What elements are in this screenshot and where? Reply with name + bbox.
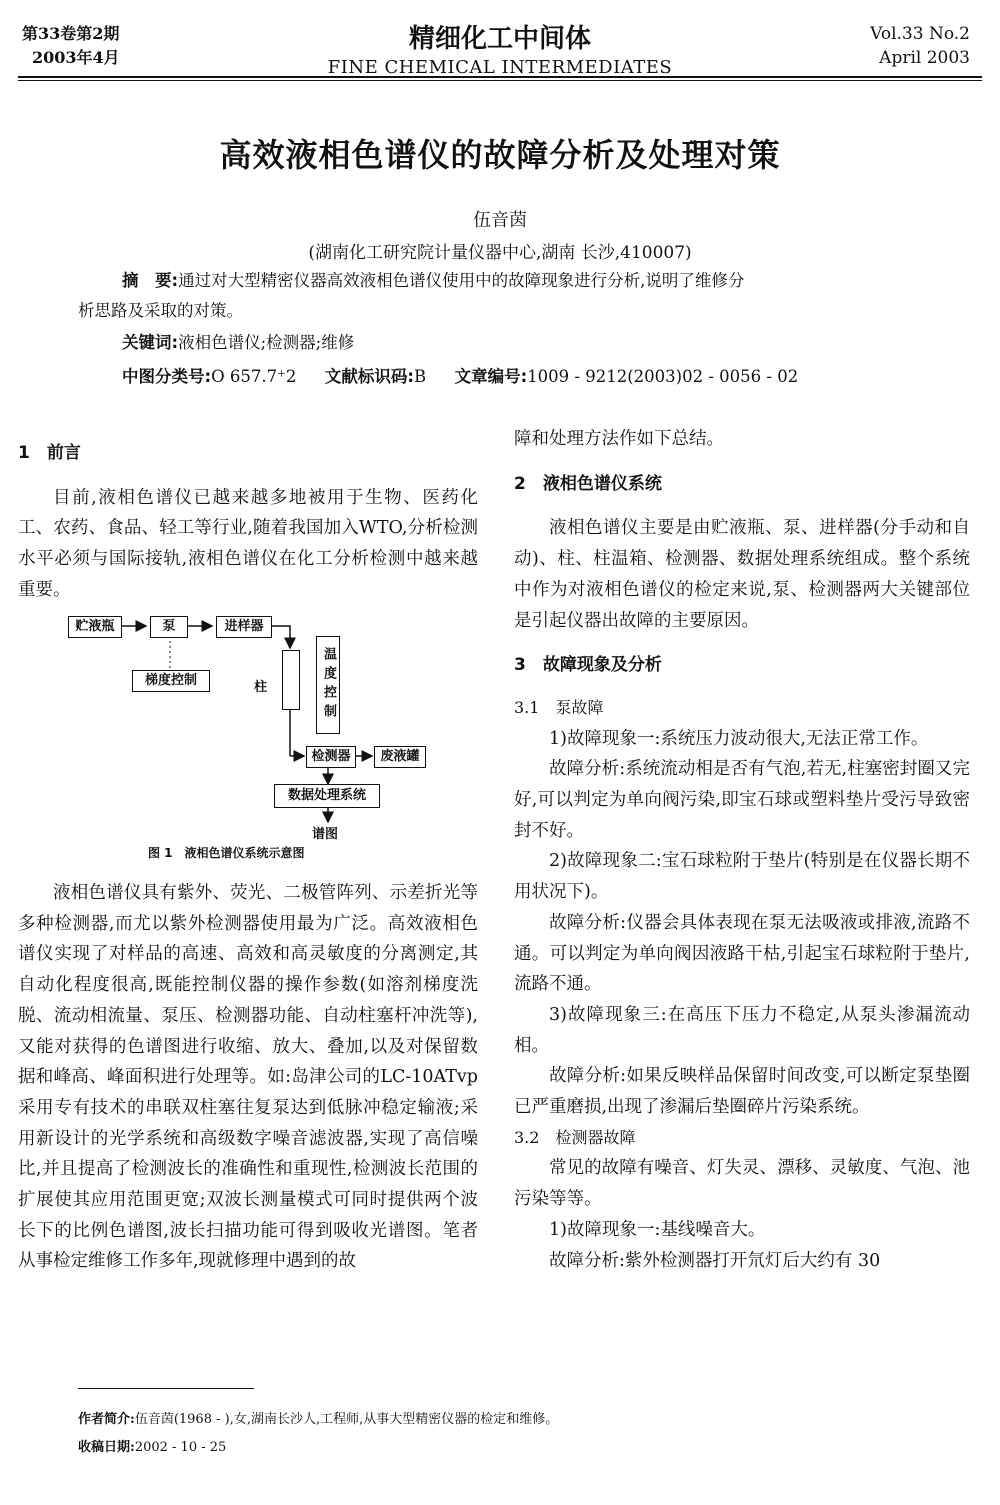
sec1-title: 前言 xyxy=(46,443,81,463)
sec3-num: 3 xyxy=(514,655,526,676)
abstract-text-cont: 析思路及采取的对策。 xyxy=(78,301,243,320)
intro-paragraph: 目前,液相色谱仪已越来越多地被用于生物、医药化工、农药、食品、轻工等行业,随着我国加入WTO,分析检测水平必须与国际接轨,液相色谱仪在化工分析检测中越来越重要。 xyxy=(18,487,478,600)
pump-box: 泵 xyxy=(150,616,188,638)
author: 伍音茵 xyxy=(473,210,527,231)
section-2-heading xyxy=(514,469,970,500)
dataproc-box: 数据处理系统 xyxy=(274,784,380,808)
temp-box: 温度控制 xyxy=(316,636,340,734)
abstract xyxy=(78,266,938,392)
section-1-heading xyxy=(18,438,478,469)
left-column xyxy=(18,438,478,606)
column-label: 柱 xyxy=(254,680,268,695)
article-title: 高效液相色谱仪的故障分析及处理对策 xyxy=(219,136,781,174)
keywords-label: 关键词: xyxy=(122,333,179,352)
header-rule-thin xyxy=(18,80,982,81)
doc-label: 文献标识码: xyxy=(324,367,414,386)
abstract-label: 摘 要: xyxy=(122,271,179,290)
clc-label: 中图分类号: xyxy=(122,367,212,386)
affiliation: (湖南化工研究院计量仪器中心,湖南 长沙,410007) xyxy=(308,243,692,263)
system-paragraph: 液相色谱仪主要是由贮液瓶、泵、进样器(分手动和自动)、柱、柱温箱、检测器、数据处理系统组成。整个系统中作为对液相色谱仪的检定来说,泵、检测器两大关键部位是引起仪器出故障的主要原因。 xyxy=(514,518,970,631)
left-column-cont xyxy=(18,878,478,1277)
sec3-title: 故障现象及分析 xyxy=(542,655,662,676)
journal-name xyxy=(0,18,1000,78)
received-label: 收稿日期: xyxy=(78,1440,135,1455)
figure-connectors xyxy=(60,610,460,865)
received-date: 2002 - 10 - 25 xyxy=(134,1440,227,1455)
date-en: April 2003 xyxy=(879,48,970,68)
subsection-3-2: 3.2 检测器故障 xyxy=(514,1127,636,1147)
fault-3: 3)故障现象三:在高压下压力不稳定,从泵头渗漏流动相。 xyxy=(514,1004,970,1056)
bio-text: 伍音茵(1968 - ),女,湖南长沙人,工程师,从事大型精密仪器的检定和维修。 xyxy=(134,1412,559,1427)
art-label: 文章编号: xyxy=(454,367,528,386)
injector-box: 进样器 xyxy=(216,616,272,638)
column-shape xyxy=(282,650,300,710)
right-column xyxy=(514,424,970,1276)
detector-paragraph: 液相色谱仪具有紫外、荧光、二极管阵列、示差折光等多种检测器,而尤以紫外检测器使用最为广泛。高效液相色谱仪实现了对样品的高速、高效和高灵敏度的分离测定,其自动化程度很高,既能控制仪器的操作参数(如溶剂梯度洗脱、流动相流量、泵压、检测器功能、自动柱塞杆冲洗等),又能对获得的色谱图进行收缩、放大、叠加,以及对保留数据和峰高、峰面积进行处理等。如:岛津公司的LC-10ATvp采用专有技术的串联双柱塞往复泵达到低脉冲稳定输液;采用新设计的光学系统和高级数字噪音滤波器,实现了高信噪比,并且提高了检测波长的准确性和重现性,检测波长范围的扩展使其应用范围更宽;双波长测量模式可同时提供两个波长下的比例色谱图,波长扫描功能可得到吸收光谱图。笔者从事检定维修工作多年,现就修理中遇到的故 xyxy=(18,883,478,1272)
detector-faults: 常见的故障有噪音、灯失灵、漂移、灵敏度、气泡、池污染等等。 xyxy=(514,1158,970,1210)
issue-cn: 第33卷第2期 xyxy=(22,24,120,43)
analysis-4: 故障分析:紫外检测器打开氘灯后大约有 30 xyxy=(549,1250,881,1271)
gradient-box: 梯度控制 xyxy=(132,670,210,692)
fault-2: 2)故障现象二:宝石球粒附于垫片(特别是在仪器长期不用状况下)。 xyxy=(514,851,970,903)
journal-en: FINE CHEMICAL INTERMEDIATES xyxy=(327,57,673,78)
footnotes xyxy=(78,1406,958,1462)
figure-caption: 图 1 液相色谱仪系统示意图 xyxy=(148,846,305,860)
art-value: 1009 - 9212(2003)02 - 0056 - 02 xyxy=(527,367,799,386)
section-3-heading xyxy=(514,650,970,681)
detector-box: 检测器 xyxy=(306,746,356,768)
clc-value: O 657.7⁺2 xyxy=(211,367,297,386)
bio-label: 作者简介: xyxy=(78,1412,135,1427)
continued-text: 障和处理方法作如下总结。 xyxy=(514,429,724,449)
reservoir-box: 贮液瓶 xyxy=(68,616,122,638)
sec2-title: 液相色谱仪系统 xyxy=(542,473,662,494)
footnote-rule xyxy=(78,1388,254,1389)
doc-value: B xyxy=(413,367,427,386)
volume-info xyxy=(870,22,970,70)
analysis-1: 故障分析:系统流动相是否有气泡,若无,柱塞密封圈又完好,可以判定为单向阀污染,即宝石球或塑料垫片受污导致密封不好。 xyxy=(514,759,970,841)
figure-1 xyxy=(60,610,460,865)
fault-4: 1)故障现象一:基线噪音大。 xyxy=(549,1219,766,1240)
subsection-3-1: 3.1 泵故障 xyxy=(514,697,604,717)
sec1-num: 1 xyxy=(18,443,30,463)
date-cn: 2003年4月 xyxy=(32,48,120,67)
classification xyxy=(78,362,938,392)
chromatogram-label: 谱图 xyxy=(312,827,339,842)
abstract-text: 通过对大型精密仪器高效液相色谱仪使用中的故障现象进行分析,说明了维修分 xyxy=(178,271,745,290)
analysis-3: 故障分析:如果反映样品保留时间改变,可以断定泵垫圈已严重磨损,出现了渗漏后垫圈碎片污染系统。 xyxy=(514,1066,970,1118)
fault-1: 1)故障现象一:系统压力波动很大,无法正常工作。 xyxy=(549,728,929,749)
volume-en: Vol.33 No.2 xyxy=(870,24,970,44)
header-rule xyxy=(18,76,982,78)
keywords-text: 液相色谱仪;检测器;维修 xyxy=(178,333,355,352)
analysis-2: 故障分析:仪器会具体表现在泵无法吸液或排液,流路不通。可以判定为单向阀因液路干枯,引起宝石球粒附于垫片,流路不通。 xyxy=(514,912,970,995)
sec2-num: 2 xyxy=(514,473,526,494)
journal-cn: 精细化工中间体 xyxy=(408,24,591,54)
waste-box: 废液罐 xyxy=(374,746,426,768)
